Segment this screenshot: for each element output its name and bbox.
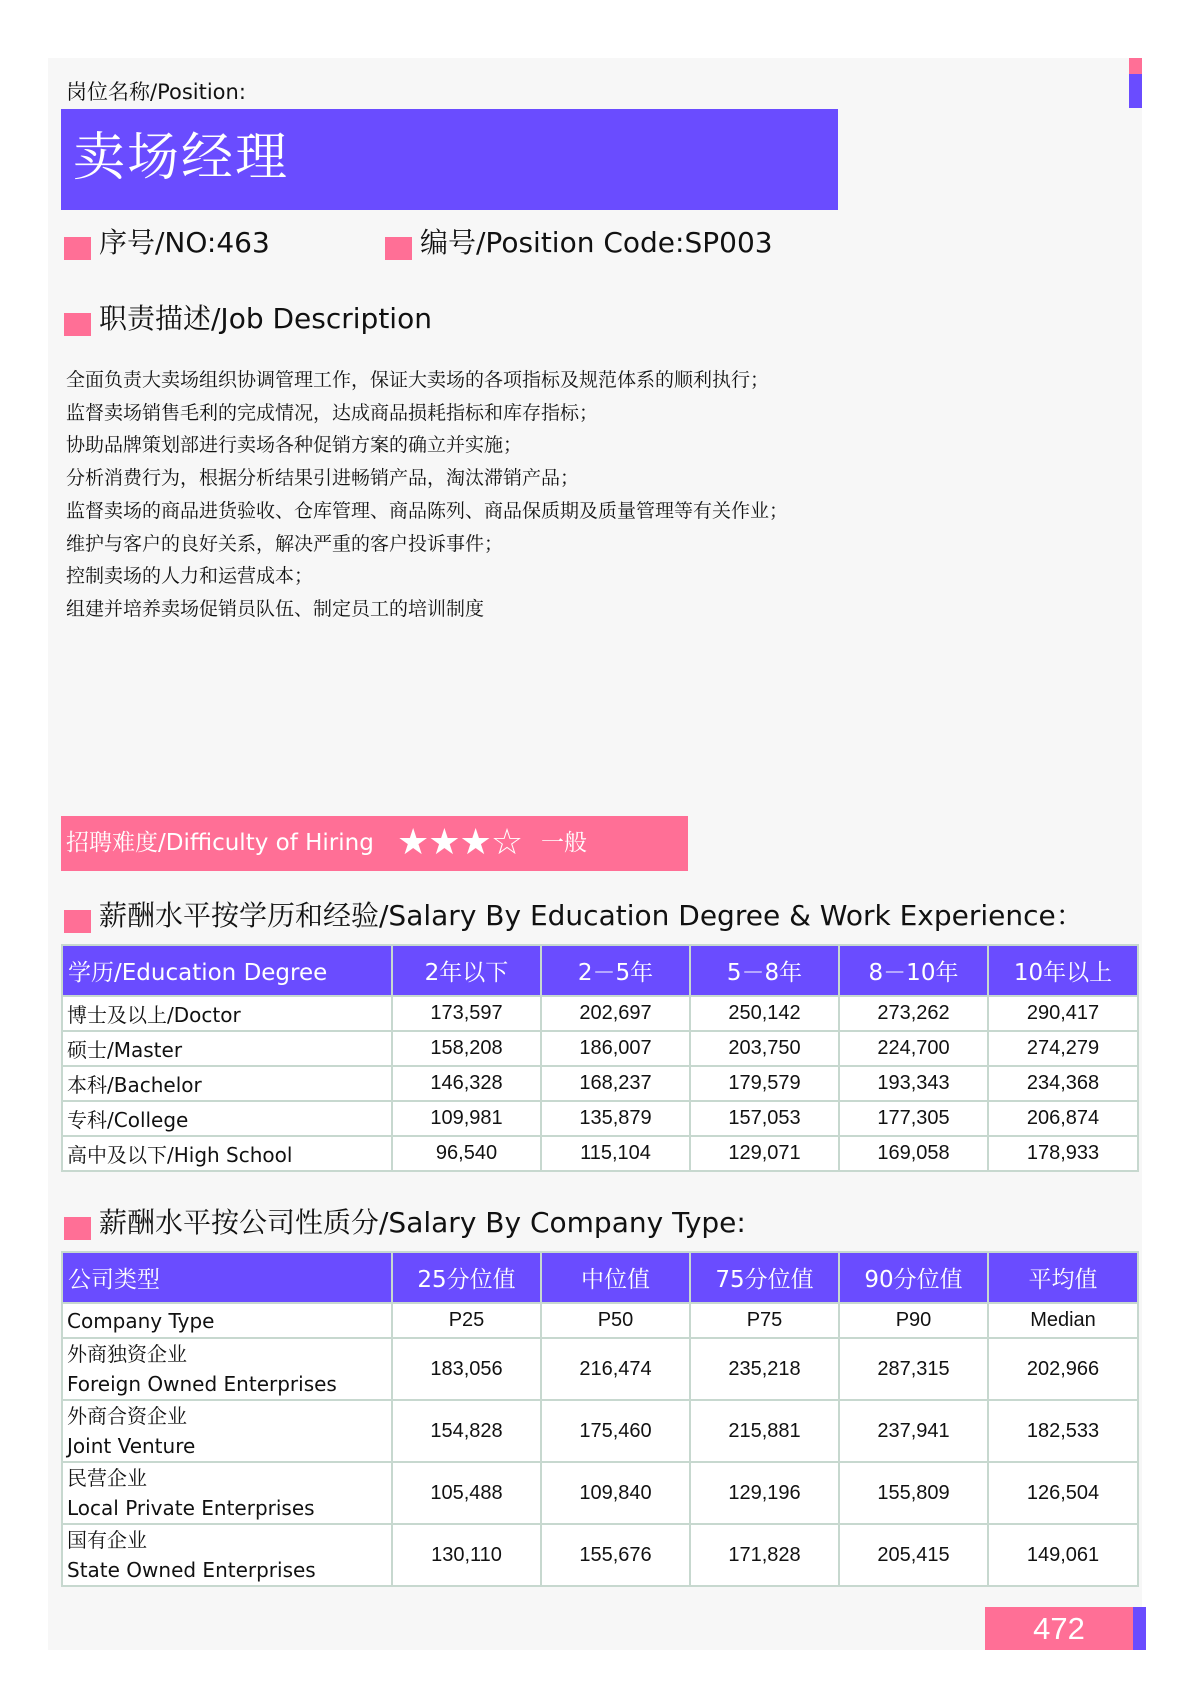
- row-label-cn: 外商合资企业: [67, 1404, 187, 1428]
- table-cell: 202,697: [541, 996, 690, 1031]
- table-cell: 175,460: [541, 1400, 690, 1462]
- table-cell: P75: [690, 1303, 839, 1338]
- table-cell: 179,579: [690, 1066, 839, 1101]
- job-desc-item: 协助品牌策划部进行卖场各种促销方案的确立并实施；: [66, 434, 523, 457]
- row-label: 专科/College: [62, 1101, 392, 1136]
- job-desc-bullet-icon: [64, 313, 91, 336]
- column-header: 中位值: [541, 1252, 690, 1303]
- column-header: 2年以下: [392, 945, 541, 996]
- row-label: 硕士/Master: [62, 1031, 392, 1066]
- table-cell: 290,417: [988, 996, 1138, 1031]
- code-bullet-icon: [385, 237, 412, 260]
- row-label-en: Local Private Enterprises: [67, 1496, 315, 1520]
- table-cell: 135,879: [541, 1101, 690, 1136]
- table-row: [62, 996, 1138, 1031]
- company-section-heading: 薪酬水平按公司性质分/Salary By Company Type:: [99, 1206, 746, 1239]
- table-header-row: [62, 1252, 1138, 1303]
- row-label: 本科/Bachelor: [62, 1066, 392, 1101]
- job-desc-item: 控制卖场的人力和运营成本；: [66, 565, 314, 588]
- table-row: [62, 1136, 1138, 1171]
- salary-by-company-type-table: [61, 1251, 1139, 1587]
- column-header: 5－8年: [690, 945, 839, 996]
- table-cell: 96,540: [392, 1136, 541, 1171]
- job-desc-heading: 职责描述/Job Description: [99, 302, 432, 335]
- row-label: [62, 1524, 392, 1586]
- table-cell: P50: [541, 1303, 690, 1338]
- edu-section-bullet-icon: [64, 910, 91, 933]
- row-label: [62, 1338, 392, 1400]
- table-header-row: [62, 945, 1138, 996]
- table-cell: 287,315: [839, 1338, 988, 1400]
- row-label: [62, 1400, 392, 1462]
- job-desc-item: 监督卖场销售毛利的完成情况，达成商品损耗指标和库存指标；: [66, 401, 599, 424]
- job-desc-item: 监督卖场的商品进货验收、仓库管理、商品陈列、商品保质期及质量管理等有关作业；: [66, 499, 789, 522]
- table-subheader-row: [62, 1303, 1138, 1338]
- column-header: 25分位值: [392, 1252, 541, 1303]
- table-cell: 274,279: [988, 1031, 1138, 1066]
- job-description-list: [66, 364, 788, 626]
- table-cell: 186,007: [541, 1031, 690, 1066]
- column-header: 8－10年: [839, 945, 988, 996]
- table-cell: 109,981: [392, 1101, 541, 1136]
- table-cell: 105,488: [392, 1462, 541, 1524]
- title-banner: [61, 109, 838, 210]
- corner-accent-purple: [1129, 74, 1142, 108]
- column-header: 2－5年: [541, 945, 690, 996]
- position-code: 编号/Position Code:SP003: [420, 226, 773, 259]
- table-cell: 155,676: [541, 1524, 690, 1586]
- table-row: [62, 1338, 1138, 1400]
- edu-section-heading: 薪酬水平按学历和经验/Salary By Education Degree & Work Experience：: [99, 899, 1084, 932]
- table-cell: 216,474: [541, 1338, 690, 1400]
- table-cell: P25: [392, 1303, 541, 1338]
- company-section-bullet-icon: [64, 1217, 91, 1240]
- table-cell: 149,061: [988, 1524, 1138, 1586]
- table-cell: 234,368: [988, 1066, 1138, 1101]
- row-label: Company Type: [62, 1303, 392, 1338]
- table-row: [62, 1101, 1138, 1136]
- job-desc-item: 组建并培养卖场促销员队伍、制定员工的培训制度: [66, 597, 485, 620]
- hiring-difficulty-bar: [61, 816, 688, 871]
- table-cell: 130,110: [392, 1524, 541, 1586]
- page-number-accent: [1133, 1607, 1146, 1650]
- salary-by-education-table: [61, 944, 1139, 1172]
- column-header: 75分位值: [690, 1252, 839, 1303]
- table-row: [62, 1524, 1138, 1586]
- table-cell: Median: [988, 1303, 1138, 1338]
- table-cell: 250,142: [690, 996, 839, 1031]
- row-label-cn: 民营企业: [67, 1466, 147, 1490]
- table-cell: 178,933: [988, 1136, 1138, 1171]
- job-desc-item: 分析消费行为，根据分析结果引进畅销产品，淘汰滞销产品；: [66, 467, 580, 490]
- row-label-en: State Owned Enterprises: [67, 1558, 316, 1582]
- no-bullet-icon: [64, 237, 91, 260]
- table-cell: 202,966: [988, 1338, 1138, 1400]
- position-label: 岗位名称/Position:: [66, 80, 246, 104]
- table-cell: 203,750: [690, 1031, 839, 1066]
- row-label-cn: 外商独资企业: [67, 1342, 187, 1366]
- table-cell: 109,840: [541, 1462, 690, 1524]
- row-label: [62, 1462, 392, 1524]
- corner-accent-pink: [1129, 58, 1142, 74]
- column-header: 平均值: [988, 1252, 1138, 1303]
- table-cell: 215,881: [690, 1400, 839, 1462]
- table-cell: 168,237: [541, 1066, 690, 1101]
- table-cell: 205,415: [839, 1524, 988, 1586]
- column-header: 学历/Education Degree: [62, 945, 392, 996]
- table-cell: 129,071: [690, 1136, 839, 1171]
- table-cell: 129,196: [690, 1462, 839, 1524]
- table-cell: 146,328: [392, 1066, 541, 1101]
- table-cell: 154,828: [392, 1400, 541, 1462]
- row-label: 高中及以下/High School: [62, 1136, 392, 1171]
- table-cell: 169,058: [839, 1136, 988, 1171]
- serial-number: 序号/NO:463: [99, 226, 270, 259]
- table-cell: 193,343: [839, 1066, 988, 1101]
- table-row: [62, 1031, 1138, 1066]
- page-title: 卖场经理: [73, 128, 290, 188]
- table-cell: 237,941: [839, 1400, 988, 1462]
- table-cell: 173,597: [392, 996, 541, 1031]
- table-cell: 115,104: [541, 1136, 690, 1171]
- column-header: 公司类型: [62, 1252, 392, 1303]
- hiring-difficulty-level: 一般: [541, 830, 587, 856]
- table-cell: P90: [839, 1303, 988, 1338]
- table-cell: 183,056: [392, 1338, 541, 1400]
- table-cell: 177,305: [839, 1101, 988, 1136]
- row-label-en: Foreign Owned Enterprises: [67, 1372, 337, 1396]
- page-number: 472: [985, 1607, 1133, 1650]
- table-cell: 273,262: [839, 996, 988, 1031]
- table-cell: 158,208: [392, 1031, 541, 1066]
- column-header: 10年以上: [988, 945, 1138, 996]
- table-cell: 155,809: [839, 1462, 988, 1524]
- table-cell: 182,533: [988, 1400, 1138, 1462]
- table-cell: 157,053: [690, 1101, 839, 1136]
- table-cell: 171,828: [690, 1524, 839, 1586]
- job-desc-item: 全面负责大卖场组织协调管理工作，保证大卖场的各项指标及规范体系的顺利执行；: [66, 369, 770, 391]
- table-row: [62, 1462, 1138, 1524]
- row-label-en: Joint Venture: [67, 1434, 196, 1458]
- table-row: [62, 1400, 1138, 1462]
- row-label-cn: 国有企业: [67, 1528, 147, 1552]
- table-cell: 235,218: [690, 1338, 839, 1400]
- table-cell: 126,504: [988, 1462, 1138, 1524]
- row-label: 博士及以上/Doctor: [62, 996, 392, 1031]
- table-cell: 224,700: [839, 1031, 988, 1066]
- column-header: 90分位值: [839, 1252, 988, 1303]
- hiring-difficulty-label: 招聘难度/Difficulty of Hiring: [66, 830, 374, 856]
- star-rating-icon: ★★★☆: [397, 822, 523, 863]
- job-desc-item: 维护与客户的良好关系，解决严重的客户投诉事件；: [66, 532, 504, 555]
- table-cell: 206,874: [988, 1101, 1138, 1136]
- table-row: [62, 1066, 1138, 1101]
